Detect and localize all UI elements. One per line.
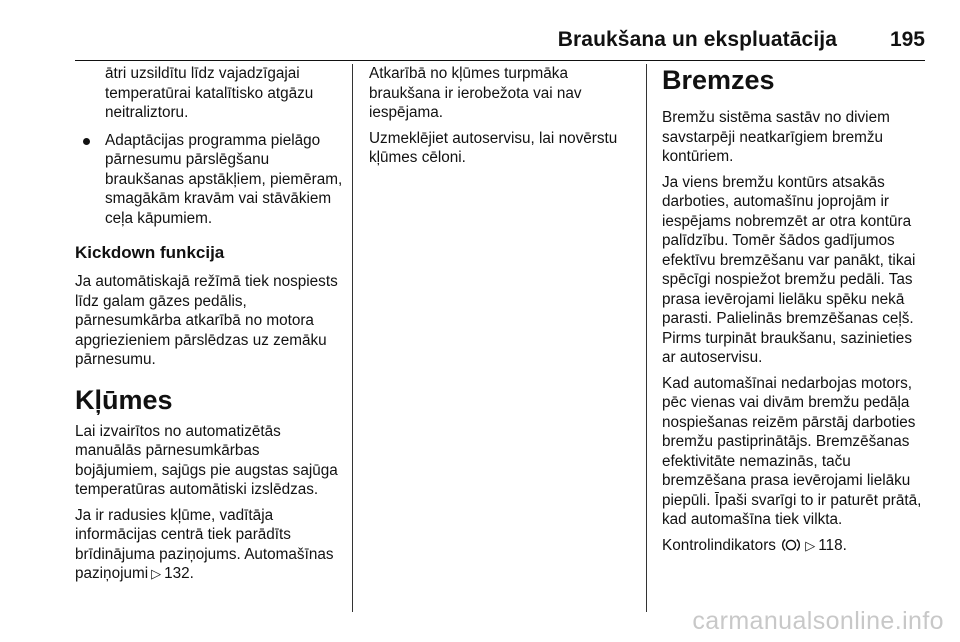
column-middle: [369, 64, 637, 174]
bullet-adaptive-text: Adaptācijas programma pielāgo pārnesumu pārslēgšanu braukšanas apstākļiem, piemēram, smagākām kravām vai stāvākiem ceļa kāpumiem.: [105, 131, 343, 227]
page-number: 195: [889, 28, 925, 51]
reference-arrow-icon: ▷: [805, 537, 816, 553]
bullet-adaptive: [75, 131, 345, 229]
watermark: carmanualsonline.info: [692, 607, 944, 635]
col2-text-1: Atkarībā no kļūmes turpmāka braukšana ir ierobežota vai nav iespējama.: [369, 65, 582, 121]
kickdown-text: Ja automātiskajā režīmā tiek nospiests līdz galam gāzes pedālis, pārnesumkārba atkarībā no motora apgriezieniem pārslēdzas uz zemāku pārnesumu.: [75, 273, 338, 368]
indicator-line: [662, 536, 926, 556]
reference-arrow-icon: ▷: [151, 566, 162, 581]
faults-heading: Kļūmes: [75, 384, 173, 415]
column-divider-2: [646, 64, 647, 612]
indicator-ref-page[interactable]: 118.: [818, 536, 847, 554]
intro-continuation: ātri uzsildītu līdz vajadzīgajai temperatūrai katalītisko atgāzu neitraliztoru.: [105, 65, 314, 121]
brakes-heading: Bremzes: [662, 65, 775, 95]
brakes-p3: Kad automašīnai nedarbojas motors, pēc vienas vai divām bremžu pedāļa nospiešanas reizēm pārstāj darboties bremžu pastiprinātājs. Bremzēšanas efektivitāte nemazinās, taču bremzēšana prasa ievērojami lielāku piepūli. Īpaši svarīgi to ir paturēt prātā, kad automašīna tiek vilkta.: [662, 374, 922, 528]
col2-text-2: Uzmeklējiet autoservisu, lai novērstu kļūmes cēloni.: [369, 129, 618, 166]
page-header: [75, 22, 925, 61]
column-left: [75, 64, 345, 590]
brakes-p2: Ja viens bremžu kontūrs atsakās darboties, automašīnu joprojām ir iespējams nobremzēt ar otra kontūra palīdzību. Tomēr šādos gadījumos efektīvu bremzēšanu var panākt, tikai spēcīgi nospiežot bremžu pedāli. Tas prasa ievērojami lielāku spēku nekā parasti. Palielinās bremzēšanas ceļš. Pirms turpināt braukšanu, sazinieties ar autoservisu.: [662, 173, 916, 366]
faults-ref-page[interactable]: 132.: [164, 565, 194, 582]
faults-text-2-body: Ja ir radusies kļūme, vadītāja informācijas centrā tiek parādīts brīdinājuma paziņojums.: [75, 506, 291, 563]
faults-text-2: [75, 506, 345, 584]
brakes-p1: Bremžu sistēma sastāv no diviem savstarpēji neatkarīgiem bremžu kontūriem.: [662, 109, 890, 165]
brake-warning-icon: [782, 538, 800, 552]
column-right: [662, 64, 926, 561]
bullet-dot-icon: [83, 138, 90, 145]
faults-text-1: Lai izvairītos no automatizētās manuālās pārnesumkārbas bojājumiem, sajūgs pie augstas sajūga temperatūras automātiski izslēdzas.: [75, 422, 338, 498]
faults-ref-label: Automašīnas paziņojumi: [75, 545, 334, 582]
column-divider-1: [352, 64, 353, 612]
kickdown-heading: Kickdown funkcija: [75, 243, 225, 262]
indicator-label: Kontrolindikators: [662, 536, 776, 554]
chapter-title: Braukšana un ekspluatācija: [557, 28, 837, 51]
